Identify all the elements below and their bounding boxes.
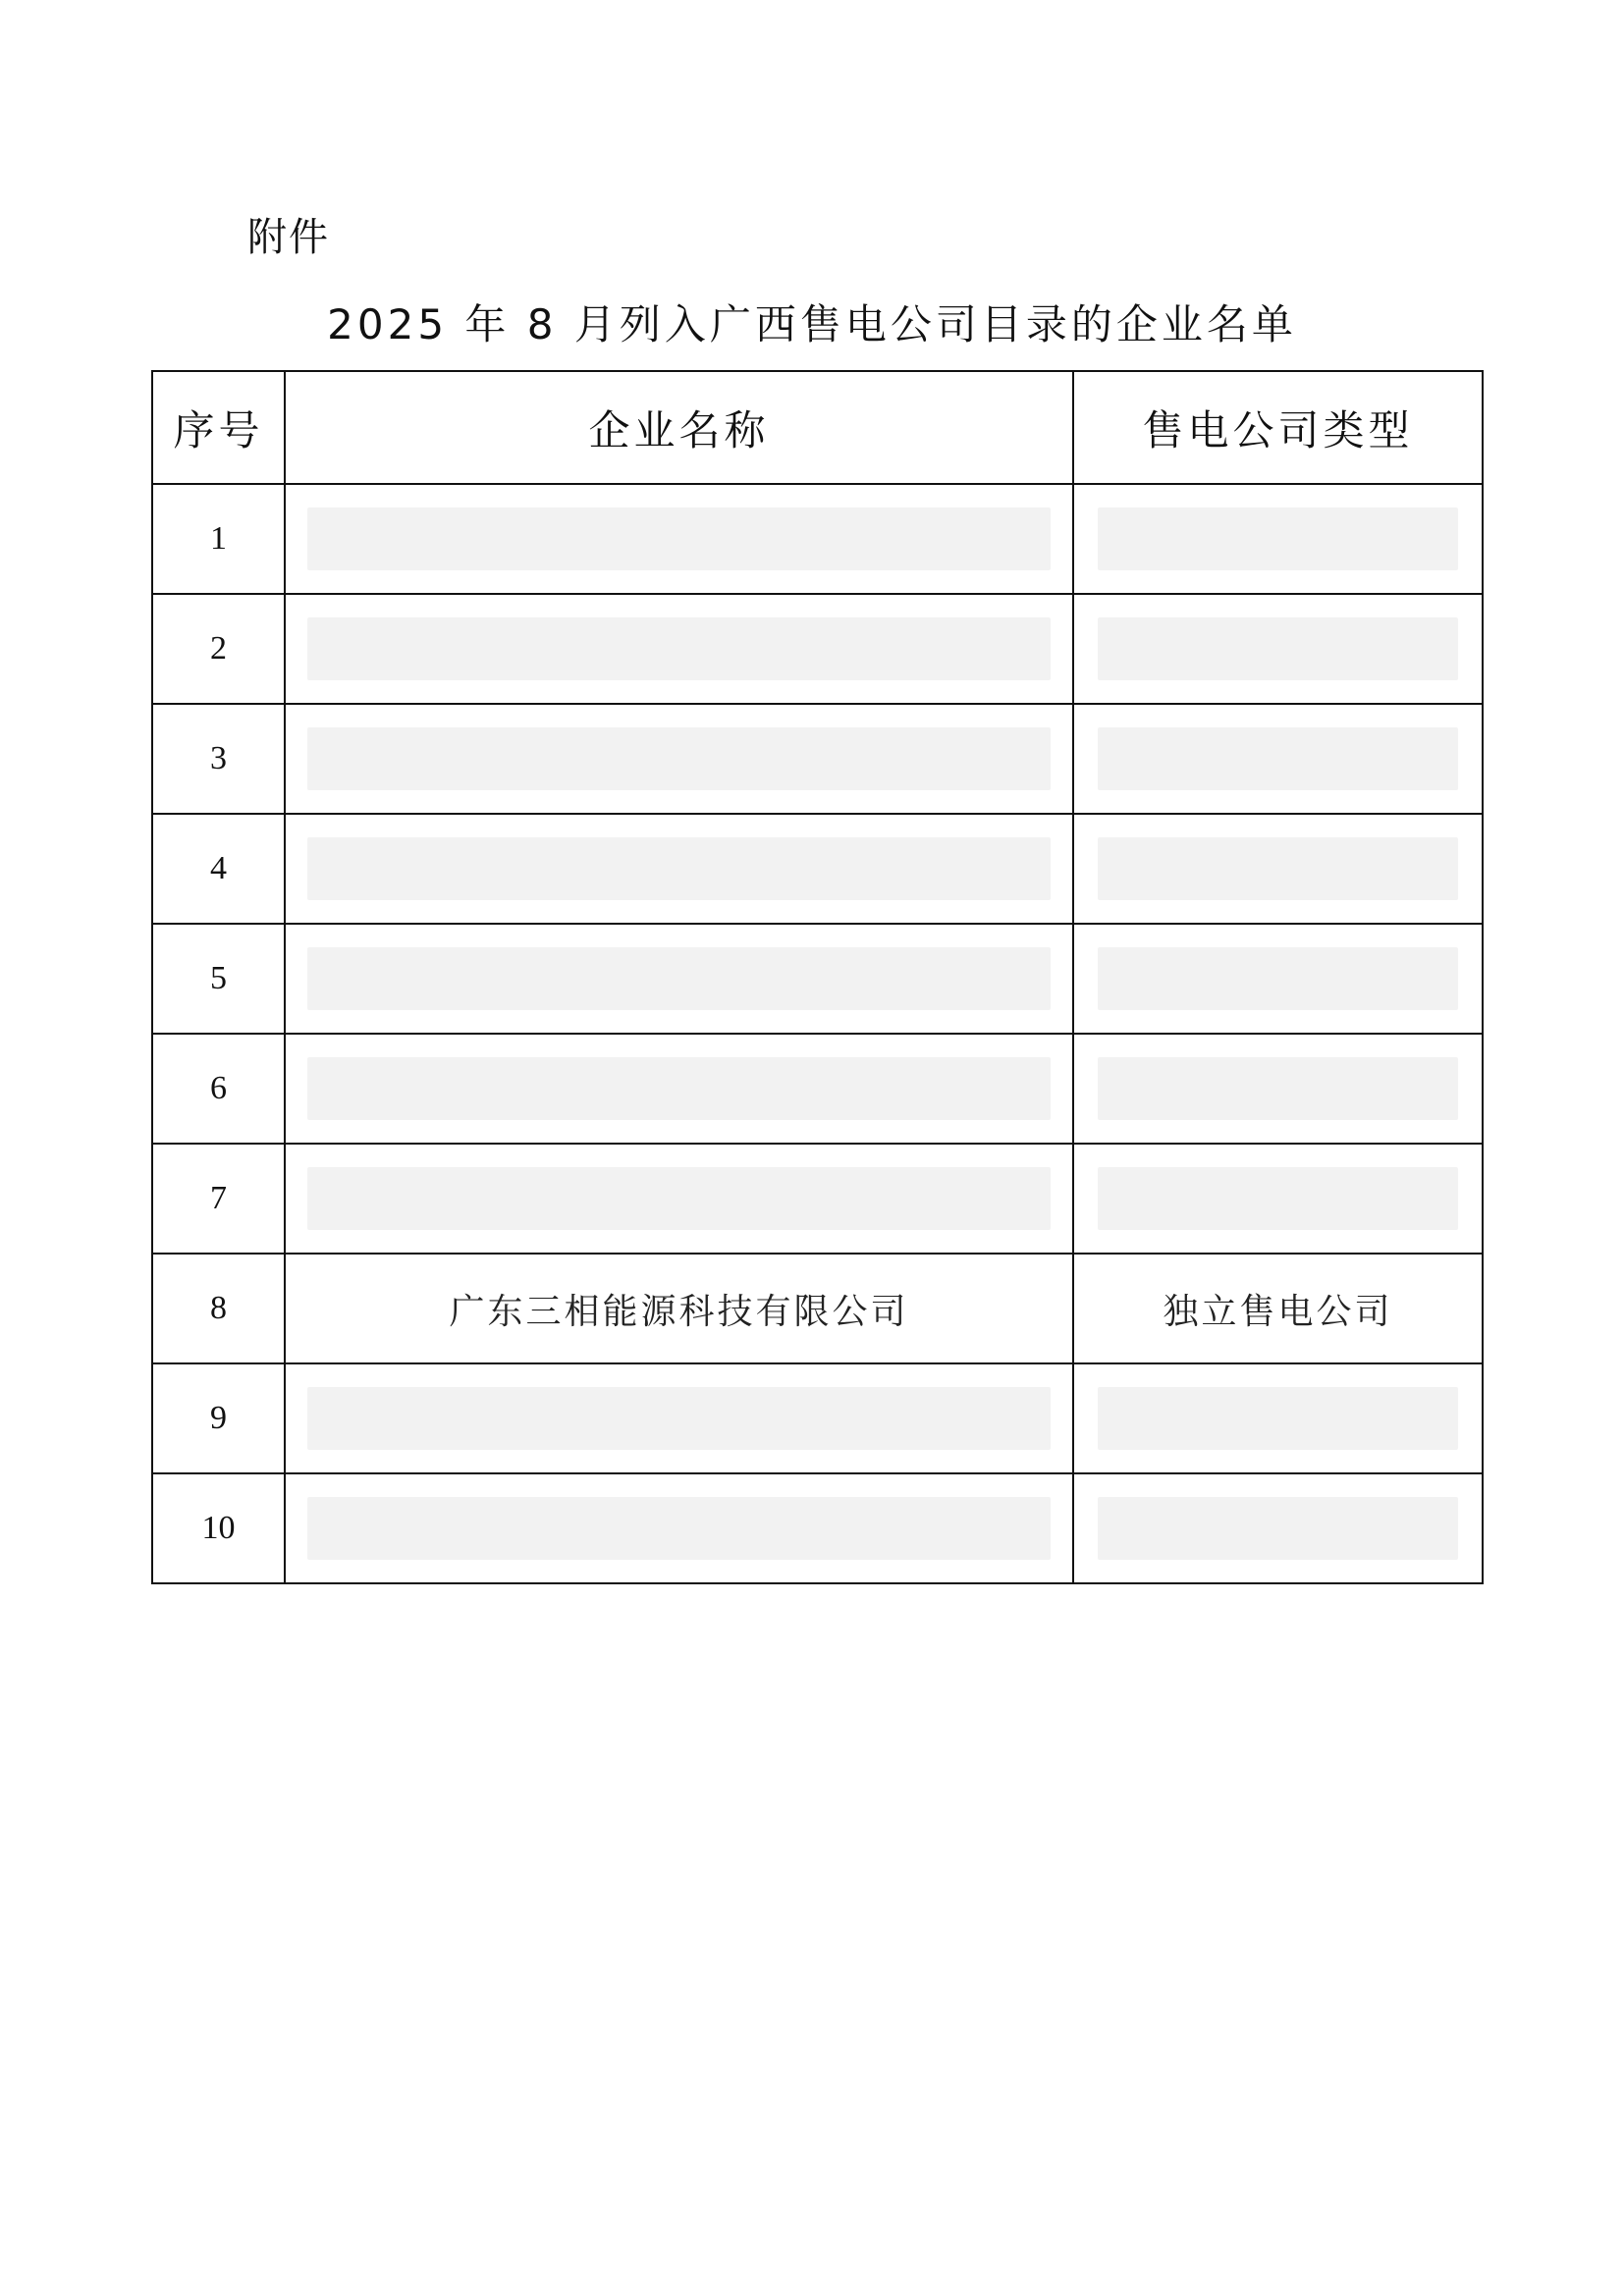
redacted-block [307, 1497, 1051, 1560]
company-name-cell [285, 594, 1073, 704]
redacted-block [307, 837, 1051, 900]
table-row [152, 704, 1483, 814]
table-row [152, 924, 1483, 1034]
table-body [152, 484, 1483, 1583]
redacted-block [1098, 507, 1458, 570]
redacted-block [1098, 1497, 1458, 1560]
row-index: 9 [152, 1363, 285, 1473]
company-name-cell [285, 924, 1073, 1034]
redacted-block [1098, 1167, 1458, 1230]
company-type-cell [1073, 1144, 1483, 1254]
company-name-cell [285, 814, 1073, 924]
redacted-block [307, 507, 1051, 570]
redacted-block [1098, 947, 1458, 1010]
table-row [152, 814, 1483, 924]
company-type-cell [1073, 484, 1483, 594]
company-name-cell [285, 1363, 1073, 1473]
table-row [152, 594, 1483, 704]
company-name-cell [285, 1034, 1073, 1144]
company-list-table [151, 370, 1484, 1584]
header-company-name: 企业名称 [285, 371, 1073, 484]
header-index: 序号 [152, 371, 285, 484]
table-row [152, 1473, 1483, 1583]
row-index: 3 [152, 704, 285, 814]
row-index: 7 [152, 1144, 285, 1254]
redacted-block [1098, 837, 1458, 900]
table-row [152, 1034, 1483, 1144]
row-index: 10 [152, 1473, 285, 1583]
company-type-cell: 独立售电公司 [1073, 1254, 1483, 1363]
company-type-cell [1073, 924, 1483, 1034]
company-name-cell [285, 484, 1073, 594]
company-name-cell [285, 1473, 1073, 1583]
company-type-cell [1073, 1034, 1483, 1144]
redacted-block [1098, 617, 1458, 680]
redacted-block [307, 1387, 1051, 1450]
redacted-block [1098, 727, 1458, 790]
company-name-cell [285, 1144, 1073, 1254]
redacted-block [307, 617, 1051, 680]
redacted-block [307, 947, 1051, 1010]
table-row [152, 1363, 1483, 1473]
company-type-cell [1073, 594, 1483, 704]
row-index: 4 [152, 814, 285, 924]
redacted-block [307, 727, 1051, 790]
document-title: 2025 年 8 月列入广西售电公司目录的企业名单 [327, 300, 1297, 348]
company-name-cell: 广东三相能源科技有限公司 [285, 1254, 1073, 1363]
row-index: 1 [152, 484, 285, 594]
redacted-block [307, 1167, 1051, 1230]
company-name-cell [285, 704, 1073, 814]
header-company-type: 售电公司类型 [1073, 371, 1483, 484]
row-index: 5 [152, 924, 285, 1034]
table-row [152, 1144, 1483, 1254]
row-index: 8 [152, 1254, 285, 1363]
table-row [152, 484, 1483, 594]
company-type-cell [1073, 814, 1483, 924]
company-type-cell [1073, 704, 1483, 814]
redacted-block [1098, 1387, 1458, 1450]
table-header-row [152, 371, 1483, 484]
company-type-cell [1073, 1363, 1483, 1473]
company-type-cell [1073, 1473, 1483, 1583]
row-index: 6 [152, 1034, 285, 1144]
table-row [152, 1254, 1483, 1363]
row-index: 2 [152, 594, 285, 704]
redacted-block [1098, 1057, 1458, 1120]
attachment-label: 附件 [247, 215, 330, 260]
redacted-block [307, 1057, 1051, 1120]
